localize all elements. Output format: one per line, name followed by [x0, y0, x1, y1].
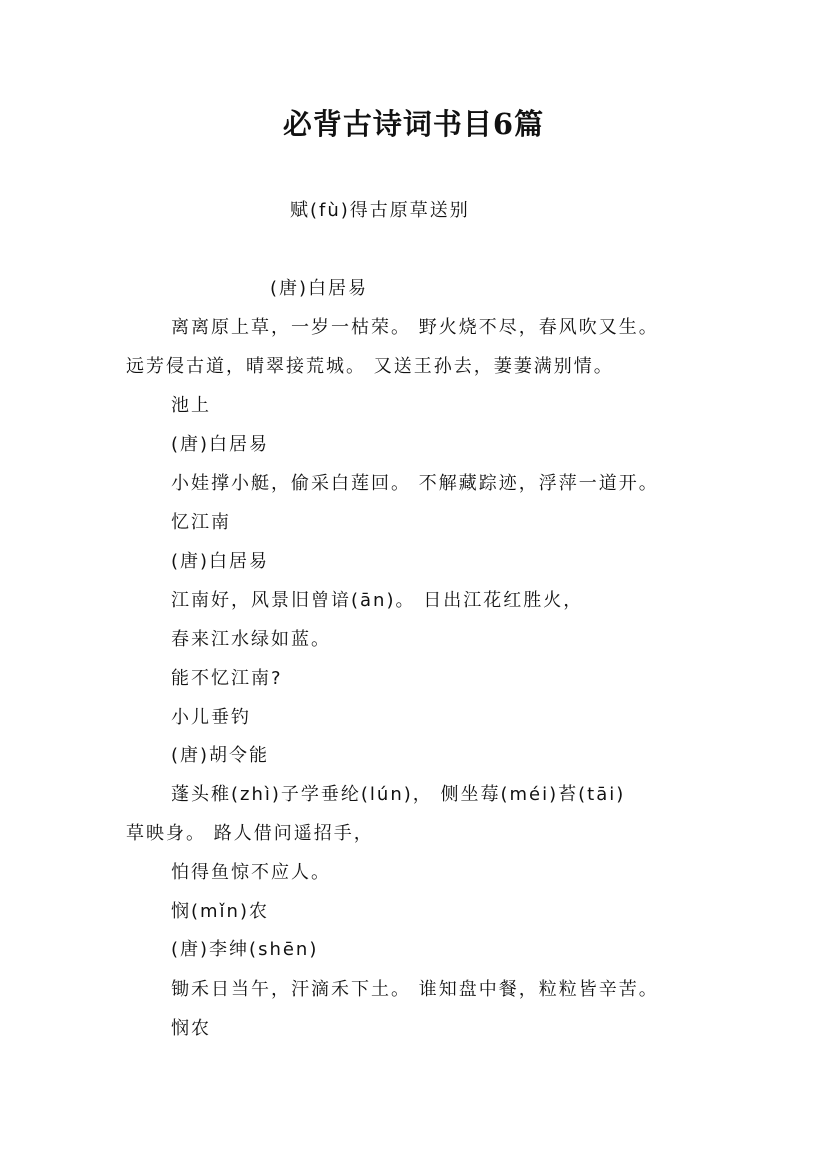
poem-verse-line: 江南好，风景旧曾谙(ān)。 日出江花红胜火，: [171, 590, 584, 611]
poem-title-minnong-2: 悯农: [171, 1018, 211, 1039]
poem-author-line: (唐)白居易: [171, 551, 270, 572]
poem-verse-line: 离离原上草，一岁一枯荣。 野火烧不尽，春风吹又生。: [171, 317, 659, 338]
document-title: 必背古诗词书目6篇: [282, 107, 545, 141]
poem-author-line: (唐)白居易: [270, 278, 369, 299]
poem-title-fude: 赋(fù)得古原草送别: [290, 200, 470, 221]
poem-title-xiaoerchuidiao: 小儿垂钓: [171, 707, 251, 728]
poem-verse-line: 怕得鱼惊不应人。: [171, 862, 331, 883]
poem-verse-line: 草映身。 路人借问遥招手，: [126, 823, 374, 844]
poem-title-minnong: 悯(mǐn)农: [171, 901, 269, 922]
poem-title-yijiangnan: 忆江南: [171, 512, 231, 533]
poem-verse-line: 春来江水绿如蓝。: [171, 629, 331, 650]
poem-author-line: (唐)白居易: [171, 434, 270, 455]
poem-verse-line: 小娃撑小艇，偷采白莲回。 不解藏踪迹，浮萍一道开。: [171, 473, 659, 494]
poem-author-line: (唐)李绅(shēn): [171, 939, 319, 960]
poem-author-line: (唐)胡令能: [171, 745, 270, 766]
poem-verse-line: 能不忆江南?: [171, 668, 283, 689]
poem-title-chishang: 池上: [171, 395, 211, 416]
poem-verse-line: 蓬头稚(zhì)子学垂纶(lún)， 侧坐莓(méi)苔(tāi): [171, 784, 626, 805]
poem-verse-line: 远芳侵古道，晴翠接荒城。 又送王孙去，萋萋满别情。: [126, 356, 614, 377]
poem-verse-line: 锄禾日当午，汗滴禾下土。 谁知盘中餐，粒粒皆辛苦。: [171, 979, 659, 1000]
